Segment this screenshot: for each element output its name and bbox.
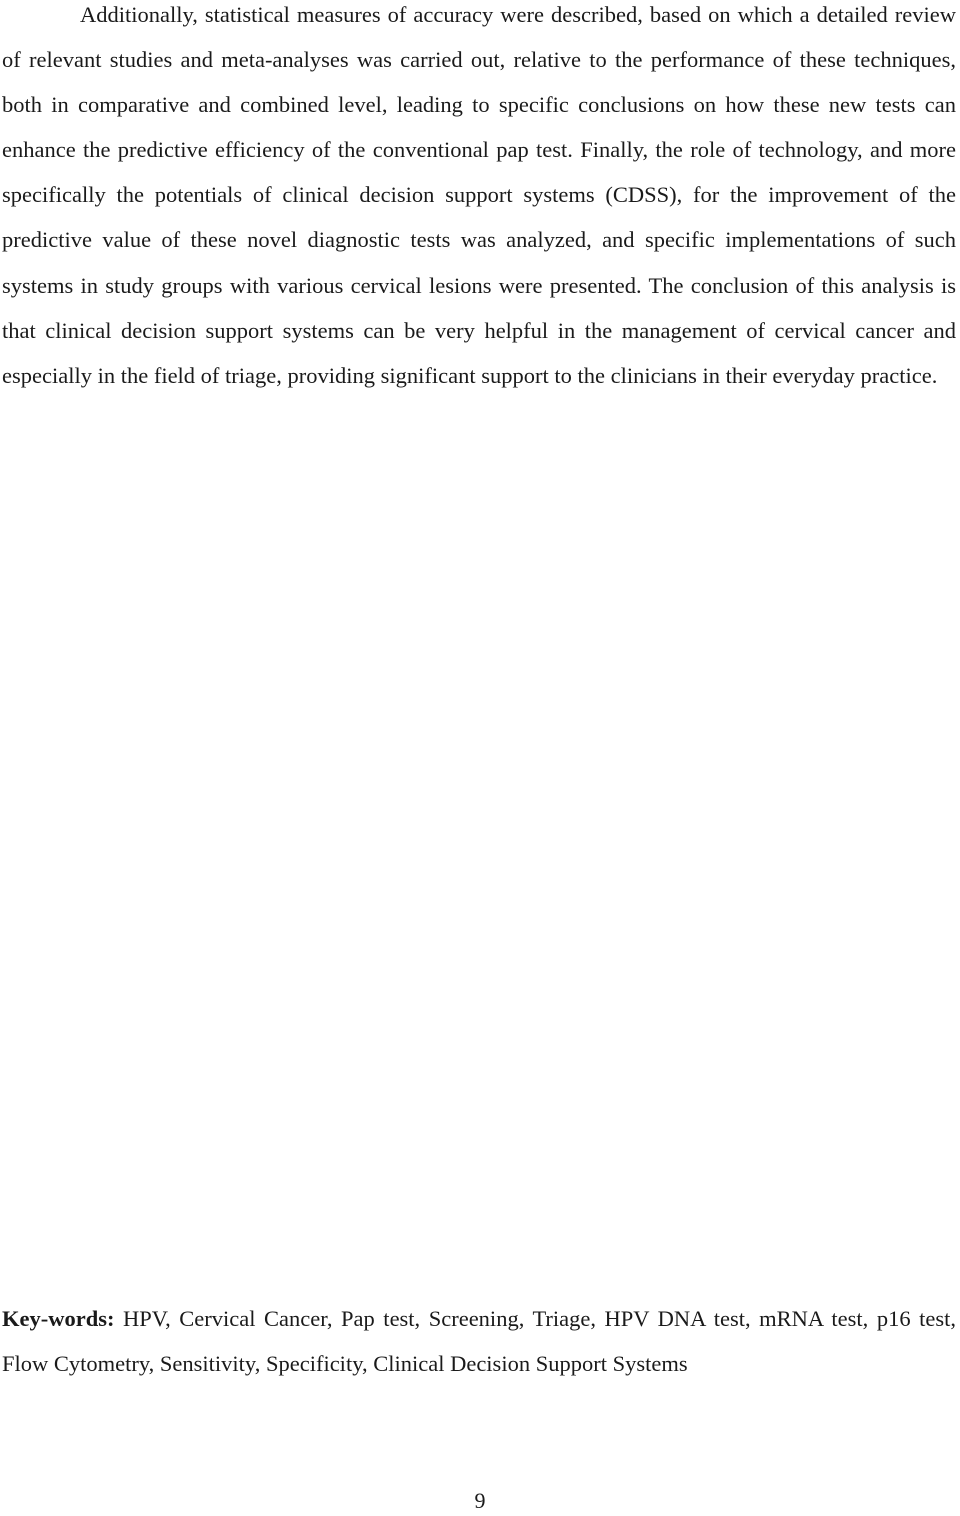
keywords-label: Key-words: bbox=[2, 1306, 115, 1331]
page-number: 9 bbox=[474, 1488, 486, 1513]
abstract-paragraph: Additionally, statistical measures of accuracy were described, based on which a detailed review of relevant studies and meta-analyses was carried out, relative to the performance of these techniques, both in comparative and combined level, leading to specific conclusions on how these new tests can enhance the predictive efficiency of the conventional pap test. Finally, the role of technology, and more specifically the potentials of clinical decision support systems (CDSS), for the improvement of the predictive value of these novel diagnostic tests was analyzed, and specific implementations of such systems in study groups with various cervical lesions were presented. The conclusion of this analysis is that clinical decision support systems can be very helpful in the management of cervical cancer and especially in the field of triage, providing significant support to the clinicians in their everyday practice. bbox=[2, 2, 956, 388]
keywords-section bbox=[2, 1296, 956, 1386]
keywords-list: HPV, Cervical Cancer, Pap test, Screening, Triage, HPV DNA test, mRNA test, p16 test, Flow Cytometry, Sensitivity, Specificity, Clinical Decision Support Systems bbox=[2, 1306, 956, 1376]
